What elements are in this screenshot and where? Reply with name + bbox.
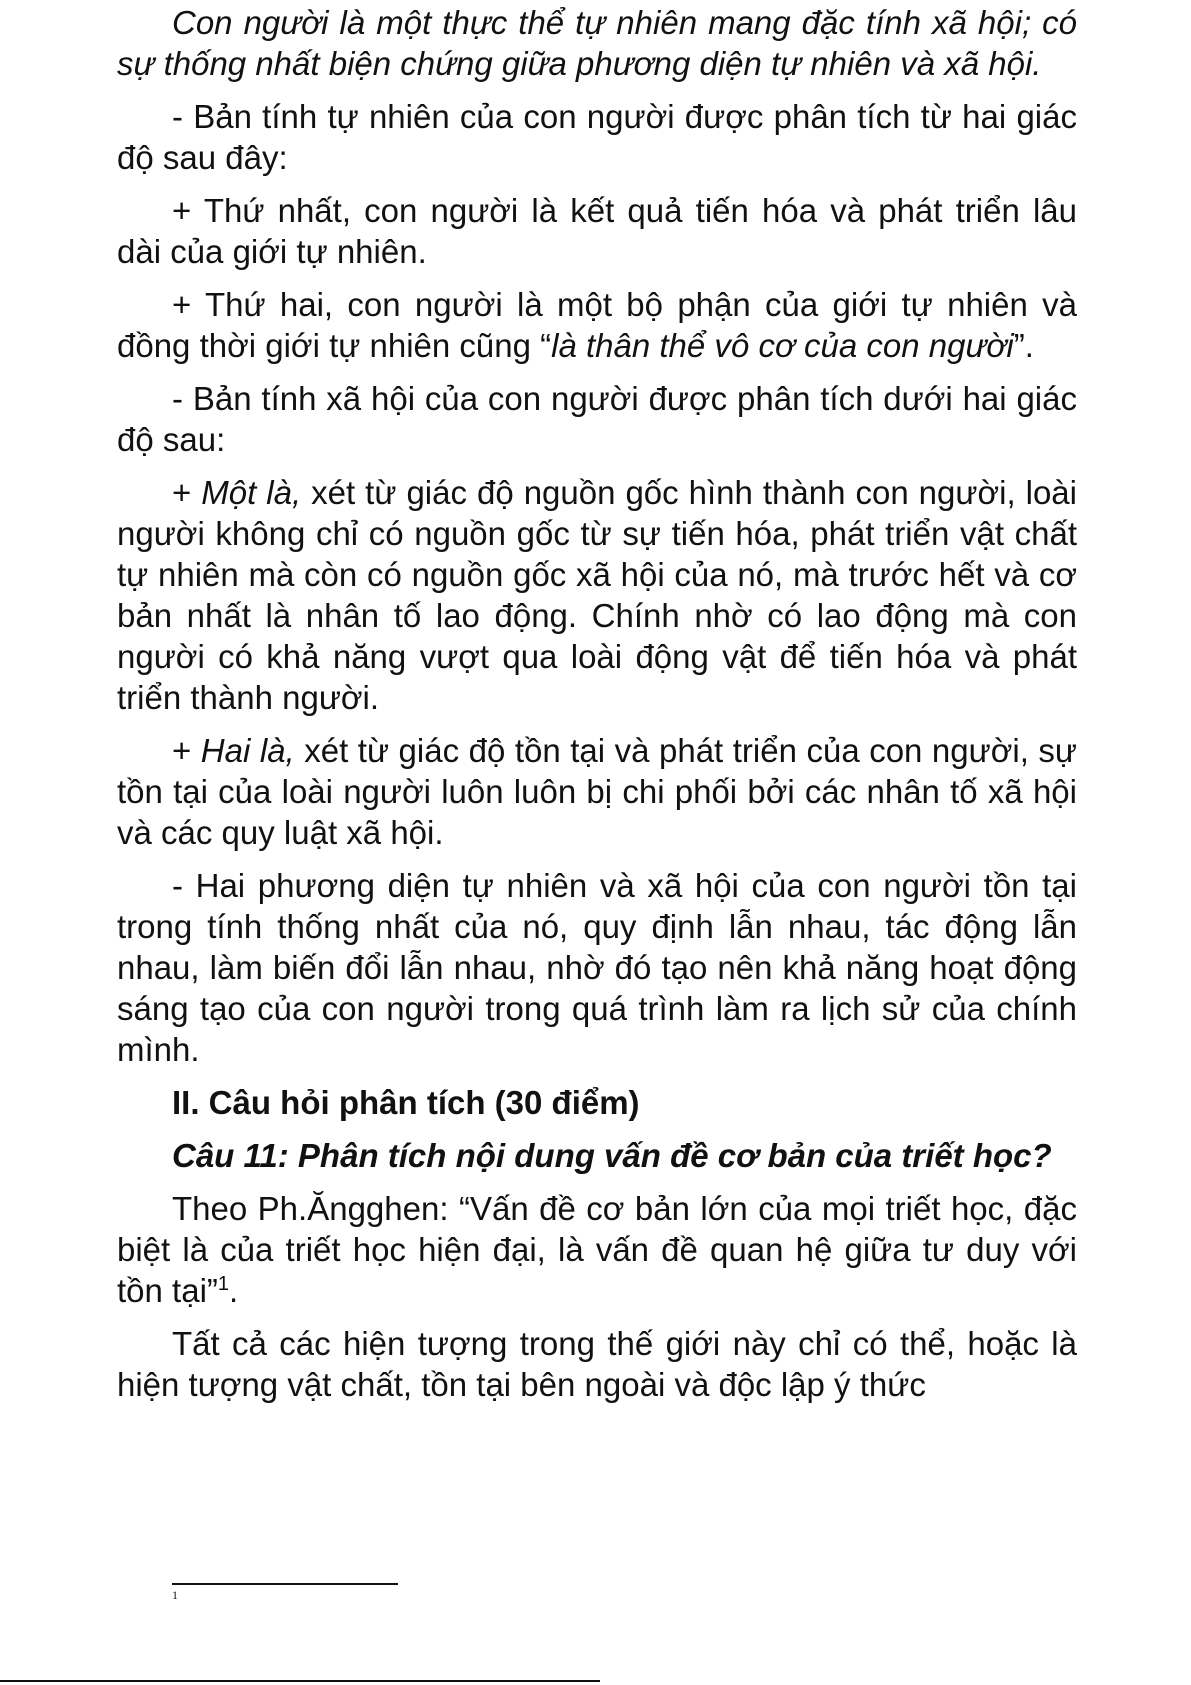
paragraph: - Bản tính xã hội của con người được phân tích dưới hai giác độ sau: bbox=[117, 380, 1077, 458]
italic-lead: Hai là, bbox=[200, 732, 295, 769]
text-run: xét từ giác độ nguồn gốc hình thành con người, loài người không chỉ có nguồn gốc từ sự tiến hóa, phát triển vật chất tự nhiên mà còn có nguồn gốc xã hội của nó, mà trước hết và cơ bản nhất là nhân tố lao động. Chính nhờ có lao động mà con người có khả năng vượt qua loài động vật để tiến hóa và phát triển thành người. bbox=[117, 474, 1077, 716]
italic-lead: Một là, bbox=[201, 474, 302, 511]
italic-quote: là thân thể vô cơ của con người bbox=[551, 327, 1014, 364]
text-run: + Thứ hai, con người là một bộ phận của giới tự nhiên và đồng thời giới tự nhiên cũng “ bbox=[117, 286, 1077, 364]
text-run: . bbox=[229, 1272, 239, 1309]
paragraph: - Bản tính tự nhiên của con người được phân tích từ hai giác độ sau đây: bbox=[117, 98, 1077, 176]
text-run: Theo Ph.Ăngghen: “Vấn đề cơ bản lớn của mọi triết học, đặc biệt là của triết học hiện đại, là vấn đề quan hệ giữa tư duy với tồn tại” bbox=[117, 1190, 1077, 1309]
paragraph bbox=[117, 472, 1077, 718]
footnote-reference[interactable]: 1 bbox=[217, 1273, 230, 1295]
text-run: xét từ giác độ tồn tại và phát triển của con người, sự tồn tại của loài người luôn luôn bị chi phối bởi các nhân tố xã hội và các quy luật xã hội. bbox=[117, 732, 1077, 851]
paragraph: Tất cả các hiện tượng trong thế giới này chỉ có thể, hoặc là hiện tượng vật chất, tồn tại bên ngoài và độc lập ý thức bbox=[117, 1325, 1077, 1403]
text-run: + bbox=[172, 732, 201, 769]
text-run: ”. bbox=[1013, 327, 1034, 364]
paragraph bbox=[117, 730, 1077, 853]
paragraph: Con người là một thực thể tự nhiên mang đặc tính xã hội; có sự thống nhất biện chứng giữa phương diện tự nhiên và xã hội. bbox=[117, 4, 1077, 82]
section-heading: II. Câu hỏi phân tích (30 điểm) bbox=[172, 1084, 640, 1121]
paragraph bbox=[117, 1188, 1077, 1311]
text-run: + bbox=[172, 474, 202, 511]
paragraph: - Hai phương diện tự nhiên và xã hội của con người tồn tại trong tính thống nhất của nó, quy định lẫn nhau, tác động lẫn nhau, làm biến đổi lẫn nhau, nhờ đó tạo nên khả năng hoạt động sáng tạo của con người trong quá trình làm ra lịch sử của chính mình. bbox=[117, 867, 1077, 1068]
paragraph bbox=[117, 284, 1077, 366]
document-body bbox=[117, 0, 1077, 1417]
footnote-number: 1 bbox=[172, 1588, 178, 1602]
paragraph: + Thứ nhất, con người là kết quả tiến hóa và phát triển lâu dài của giới tự nhiên. bbox=[117, 192, 1077, 270]
footnote-separator bbox=[172, 1583, 398, 1585]
page-bottom-rule bbox=[0, 1680, 600, 1682]
question-title: Câu 11: Phân tích nội dung vấn đề cơ bản của triết học? bbox=[172, 1137, 1052, 1174]
